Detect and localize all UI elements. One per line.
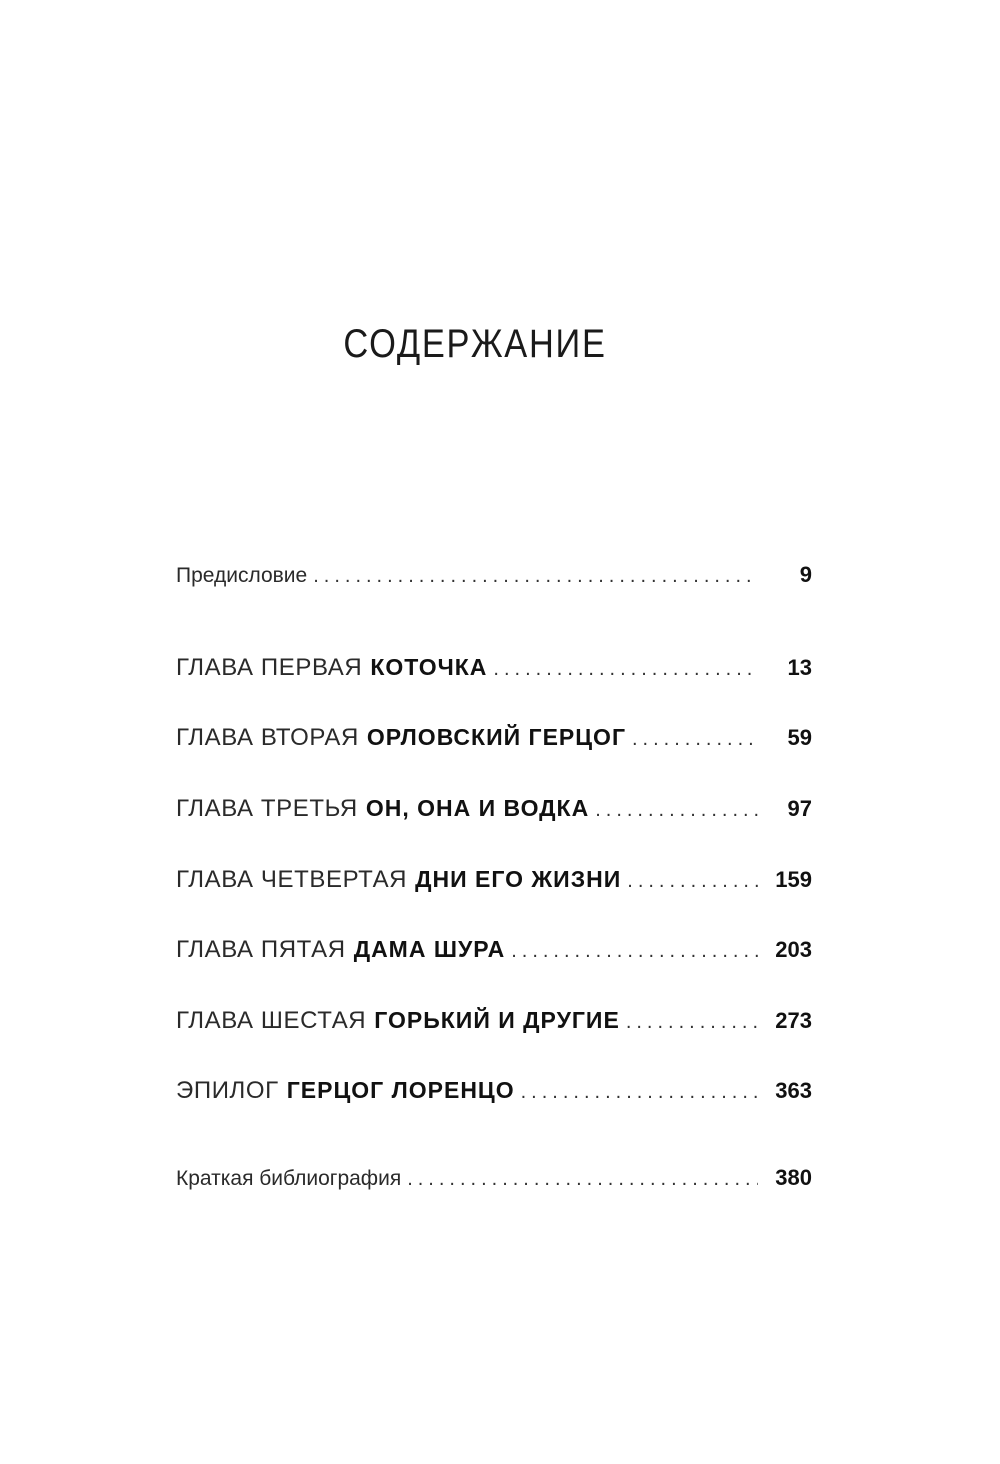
toc-entry-label: Краткая библиография xyxy=(176,1167,402,1190)
dot-leader xyxy=(313,565,758,588)
toc-entry-preface[interactable] xyxy=(176,562,812,598)
dot-leader xyxy=(627,870,758,893)
toc-entry-chapter-2[interactable] xyxy=(176,724,812,760)
toc-entry-chapter-3[interactable] xyxy=(176,795,812,831)
dot-leader xyxy=(595,799,758,822)
page-number: 59 xyxy=(787,725,812,750)
toc-entry-epilogue[interactable] xyxy=(176,1077,812,1113)
chapter-number: ГЛАВА ЧЕТВЕРТАЯ xyxy=(176,866,408,893)
page-number: 380 xyxy=(775,1165,812,1190)
toc-entry-bibliography[interactable] xyxy=(176,1165,812,1201)
page-number: 9 xyxy=(799,562,812,587)
page-title: СОДЕРЖАНИЕ xyxy=(343,322,607,366)
dot-leader xyxy=(626,1011,758,1034)
chapter-title: ОН, ОНА И ВОДКА xyxy=(365,795,590,821)
chapter-number: ГЛАВА ПЯТАЯ xyxy=(176,936,346,963)
toc-entry-chapter-6[interactable] xyxy=(176,1007,812,1043)
dot-leader xyxy=(511,940,758,963)
page-number: 97 xyxy=(787,796,812,821)
dot-leader xyxy=(493,658,758,681)
chapter-title: КОТОЧКА xyxy=(370,654,488,680)
chapter-number: ГЛАВА ПЕРВАЯ xyxy=(176,654,363,681)
chapter-number: ГЛАВА ШЕСТАЯ xyxy=(176,1007,367,1034)
dot-leader xyxy=(521,1081,758,1104)
toc-entry-chapter-1[interactable] xyxy=(176,654,812,690)
chapter-title: ГОРЬКИЙ И ДРУГИЕ xyxy=(374,1007,620,1033)
page-number: 203 xyxy=(775,937,812,962)
toc-entry-label: Предисловие xyxy=(176,564,308,587)
chapter-number: ЭПИЛОГ xyxy=(176,1077,279,1104)
page-number: 363 xyxy=(775,1078,812,1103)
dot-leader xyxy=(407,1168,758,1191)
chapter-title: ДНИ ЕГО ЖИЗНИ xyxy=(415,866,622,892)
chapter-title: ОРЛОВСКИЙ ГЕРЦОГ xyxy=(366,724,626,750)
page-number: 159 xyxy=(775,867,812,892)
toc-entry-chapter-5[interactable] xyxy=(176,936,812,972)
toc-entry-chapter-4[interactable] xyxy=(176,866,812,902)
chapter-title: ДАМА ШУРА xyxy=(353,936,506,962)
chapter-title: ГЕРЦОГ ЛОРЕНЦО xyxy=(286,1077,515,1103)
page-number: 13 xyxy=(787,655,812,680)
chapter-number: ГЛАВА ТРЕТЬЯ xyxy=(176,795,358,822)
dot-leader xyxy=(632,728,758,751)
page-number: 273 xyxy=(775,1008,812,1033)
chapter-number: ГЛАВА ВТОРАЯ xyxy=(176,724,359,751)
